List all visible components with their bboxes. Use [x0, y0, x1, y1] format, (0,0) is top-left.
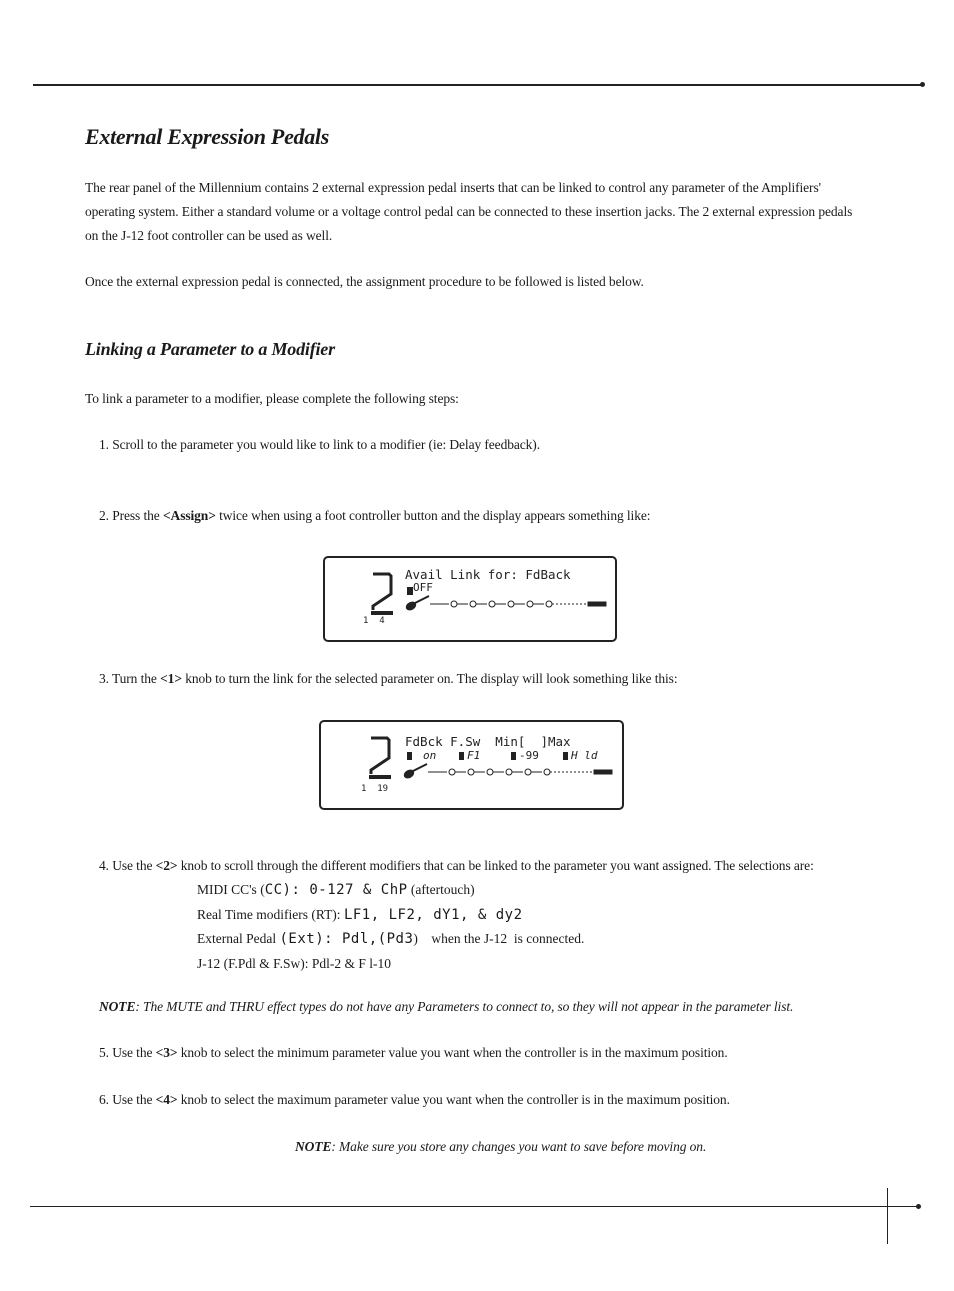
step-1: 1. Scroll to the parameter you would like to link to a modifier (ie: Delay feedback).	[99, 437, 540, 452]
rt-lcd-text: LF1, LF2, dY1, & dy2	[343, 906, 523, 923]
knob-1-key: <1>	[160, 671, 182, 686]
bottom-rule	[30, 1206, 918, 1207]
step-6: 6. Use the <4> knob to select the maximum parameter value you want when the controller is in the maximum position.	[99, 1092, 730, 1107]
big-digit-2	[371, 574, 393, 613]
note-1	[99, 995, 793, 1019]
cursor-block-2	[459, 752, 464, 760]
step-2-prefix: 2. Press the	[99, 508, 163, 523]
step-3	[99, 667, 677, 691]
selection-midi: MIDI CC's (CC): 0-127 & ChP (aftertouch)	[197, 882, 475, 898]
lcd-display-1	[323, 556, 617, 642]
note-2-label: NOTE	[295, 1139, 332, 1154]
lcd2-value-4: H ld	[571, 749, 598, 762]
knob-3-key: <3>	[155, 1045, 178, 1060]
step-4	[99, 854, 814, 878]
lcd1-line-2: OFF	[413, 581, 433, 594]
section-heading: Linking a Parameter to a Modifier	[85, 339, 335, 359]
lcd-display-2	[319, 720, 624, 810]
note-2-text: : Make sure you store any changes you want to save before moving on.	[331, 1139, 707, 1154]
lead-in: To link a parameter to a modifier, please complete the following steps:	[85, 391, 459, 406]
note-1-text: : The MUTE and THRU effect types do not have any Parameters to connect to, so they will not appear in the parameter list.	[135, 999, 794, 1014]
step-3-prefix: 3. Turn the	[99, 671, 161, 686]
note-2	[295, 1135, 706, 1159]
top-rule-dot	[920, 82, 925, 87]
modifier-track	[428, 769, 612, 775]
modifier-track	[430, 601, 606, 607]
lcd2-value-2: F1	[467, 749, 481, 762]
page-title: External Expression Pedals	[85, 124, 330, 149]
top-rule	[33, 84, 921, 86]
step-4-prefix: 4. Use the	[99, 858, 156, 873]
cursor-block-3	[511, 752, 516, 760]
knob-4-key: <4>	[155, 1092, 178, 1107]
cursor-block-1	[407, 752, 412, 760]
selection-external: External Pedal (Ext): Pdl,(Pd3) when the J-12 is connected.	[197, 931, 585, 947]
step-5: 5. Use the <3> knob to select the minimum parameter value you want when the controller is in the maximum position.	[99, 1045, 728, 1060]
lcd1-footer: 1 4	[363, 616, 385, 626]
modifier-selections	[197, 878, 584, 975]
intro-paragraph-2: Once the external expression pedal is connected, the assignment procedure to be followed is listed below.	[85, 274, 644, 289]
lcd1-line-1: Avail Link for: FdBack	[405, 567, 571, 582]
lcd2-value-3: -99	[519, 749, 539, 762]
ext-lcd-text: (Ext): Pdl,(Pd3	[279, 931, 414, 947]
bottom-rule-dot	[916, 1204, 921, 1209]
knob-2-key: <2>	[155, 858, 178, 873]
guitar-icon	[405, 596, 429, 612]
lcd2-line-1: FdBck F.Sw Min[ ]Max	[405, 734, 571, 749]
assign-key: <Assign>	[162, 508, 216, 523]
selection-realtime: Real Time modifiers (RT): LF1, LF2, dY1, & dy2	[197, 906, 523, 923]
lcd2-footer: 1 19	[361, 784, 389, 794]
bottom-crop-mark	[887, 1188, 888, 1244]
intro-paragraph: The rear panel of the Millennium contains 2 external expression pedal inserts that can be linked to control any parameter of the Amplifiers' operating system. Either a standard volume or a voltage control pedal can be connected to these insertion jacks. The 2 external expression pedals on the J-12 foot controller can be used as well.	[85, 180, 853, 243]
guitar-icon	[403, 764, 427, 780]
big-digit-2	[369, 738, 391, 777]
lcd2-value-1: on	[423, 749, 437, 762]
step-2	[99, 504, 650, 528]
note-1-label: NOTE	[99, 999, 136, 1014]
step-3-suffix: knob to turn the link for the selected parameter on. The display will look something like this:	[181, 671, 678, 686]
midi-lcd-text: CC): 0-127 & ChP	[264, 882, 408, 898]
cursor-block-4	[563, 752, 568, 760]
selection-j12: J-12 (F.Pdl & F.Sw): Pdl-2 & F l-10	[197, 955, 391, 971]
step-2-suffix: twice when using a foot controller button and the display appears something like:	[215, 508, 651, 523]
step-4-suffix: knob to scroll through the different modifiers that can be linked to the parameter you want assigned. The selections are:	[177, 858, 814, 873]
